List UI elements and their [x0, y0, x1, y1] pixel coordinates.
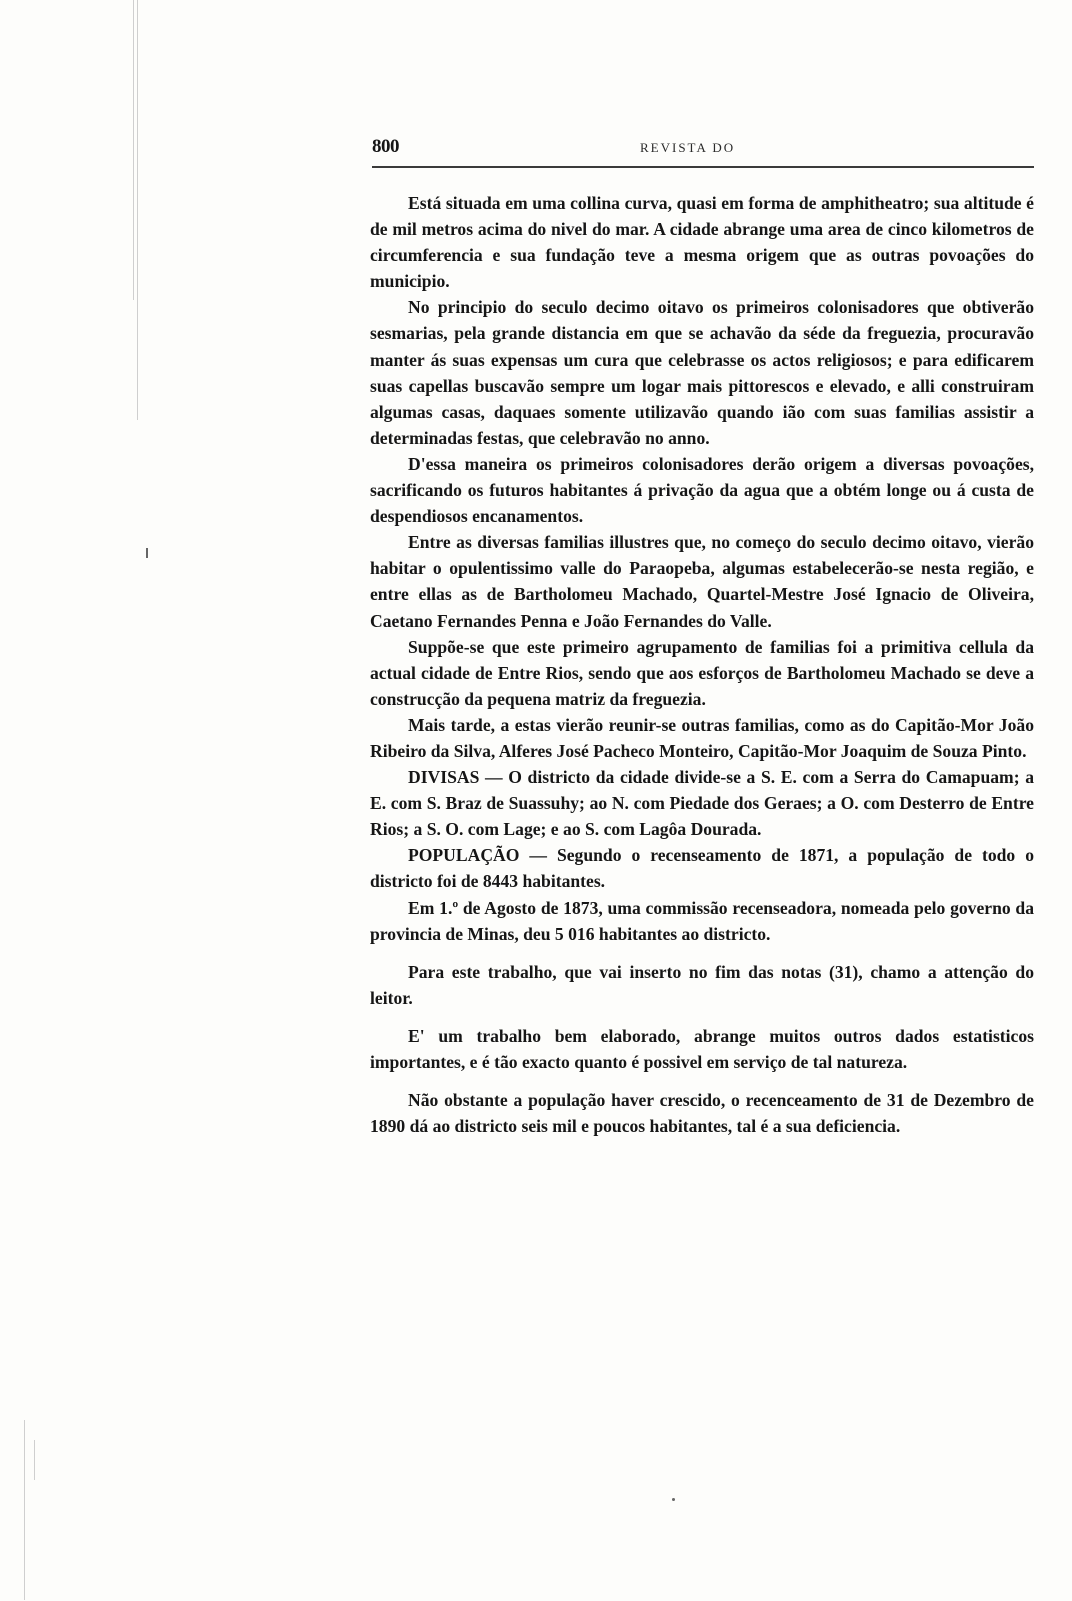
paragraph-text: Não obstante a população haver crescido, o recenceamento de 31 de Dezembro de 1890 dá ao districto seis mil e poucos habitantes, tal é a sua deficiencia.: [370, 1090, 1034, 1137]
section-lead-populacao: POPULAÇÃO: [408, 845, 520, 866]
paragraph-text: D'essa maneira os primeiros colonisadores derão origem a diversas povoações, sacrificando os futuros habitantes á privação da agua que a obtém longe ou á custa de despendiosos encanamentos.: [370, 453, 1034, 527]
running-head: REVISTA DO: [640, 140, 736, 155]
paragraph-text: — O districto da cidade divide-se a S. E. com a Serra do Camapuam; a E. com S. Braz de Suassuhy; ao N. com Piedade dos Geraes; a O. com Desterro de Entre Rios; a S. O. com Lage; e ao S. com Lagôa Dourada.: [370, 767, 1034, 840]
body-text: [370, 190, 1034, 1139]
paragraph-text: E' um trabalho bem elaborado, abrange muitos outros dados estatisticos importantes, e é tão exacto quanto é possivel em serviço de tal natureza.: [370, 1025, 1034, 1072]
paragraph-text: Para este trabalho, que vai inserto no fim das notas (31), chamo a attenção do leitor.: [370, 961, 1034, 1008]
scan-edge-line: [24, 1420, 25, 1600]
paragraph-text: Em 1.º de Agosto de 1873, uma commissão recenseadora, nomeada pelo governo da provincia de Minas, deu 5 016 habitantes ao districto.: [370, 897, 1034, 944]
scan-edge-line: [137, 0, 138, 420]
paragraph: [370, 1023, 1034, 1075]
scan-speck: [146, 548, 148, 558]
scan-speck: [672, 1498, 675, 1501]
scan-edge-line: [34, 1440, 35, 1480]
paragraph-divisas: [370, 764, 1034, 842]
page-number: 800: [372, 136, 399, 157]
scan-edge-line: [133, 0, 134, 300]
page-header: [372, 136, 1034, 170]
paragraph-text: No principio do seculo decimo oitavo os primeiros colonisadores que obtiverão sesmarias, pela grande distancia em que se achavão da séde da freguezia, procuravão manter ás suas expensas um cura que celebrasse os actos religiosos; e para edificarem suas capellas buscavão sempre um logar mais pittorescos e elevado, e alli construiram algumas casas, daquaes somente utilizavão quando ião com suas familias assistir a determinadas festas, que celebravão no anno.: [370, 297, 1034, 448]
paragraph: [370, 529, 1034, 633]
paragraph: [370, 190, 1034, 294]
header-rule: [372, 166, 1034, 168]
paragraph: [370, 634, 1034, 712]
paragraph-text: Mais tarde, a estas vierão reunir-se outras familias, como as do Capitão-Mor João Ribeiro da Silva, Alferes José Pacheco Monteiro, Capitão-Mor Joaquim de Souza Pinto.: [370, 714, 1034, 761]
paragraph: [370, 959, 1034, 1011]
paragraph: [370, 712, 1034, 764]
paragraph: [370, 895, 1034, 947]
paragraph: [370, 451, 1034, 529]
paragraph: [370, 1087, 1034, 1139]
paragraph-text: Suppõe-se que este primeiro agrupamento de familias foi a primitiva cellula da actual cidade de Entre Rios, sendo que aos esforços de Bartholomeu Machado se deve a construcção da pequena matriz da freguezia.: [370, 636, 1034, 709]
paragraph-text: Está situada em uma collina curva, quasi em forma de amphitheatro; sua altitude é de mil metros acima do nivel do mar. A cidade abrange uma area de cinco kilometros de circumferencia e sua fundação teve a mesma origem que as outras povoações do municipio.: [370, 193, 1034, 292]
paragraph: [370, 294, 1034, 451]
paragraph-text: Entre as diversas familias illustres que, no começo do seculo decimo oitavo, vierão habitar o opulentissimo valle do Paraopeba, algumas estabelecerão-se nesta região, e entre ellas as de Bartholomeu Machado, Quartel-Mestre José Ignacio de Oliveira, Caetano Fernandes Penna e João Fernandes do Valle.: [370, 532, 1034, 631]
paragraph-populacao: [370, 842, 1034, 894]
section-lead-divisas: DIVISAS: [408, 767, 480, 788]
paragraph-text: — Segundo o recenseamento de 1871, a população de todo o districto foi de 8443 habitantes.: [370, 845, 1034, 892]
